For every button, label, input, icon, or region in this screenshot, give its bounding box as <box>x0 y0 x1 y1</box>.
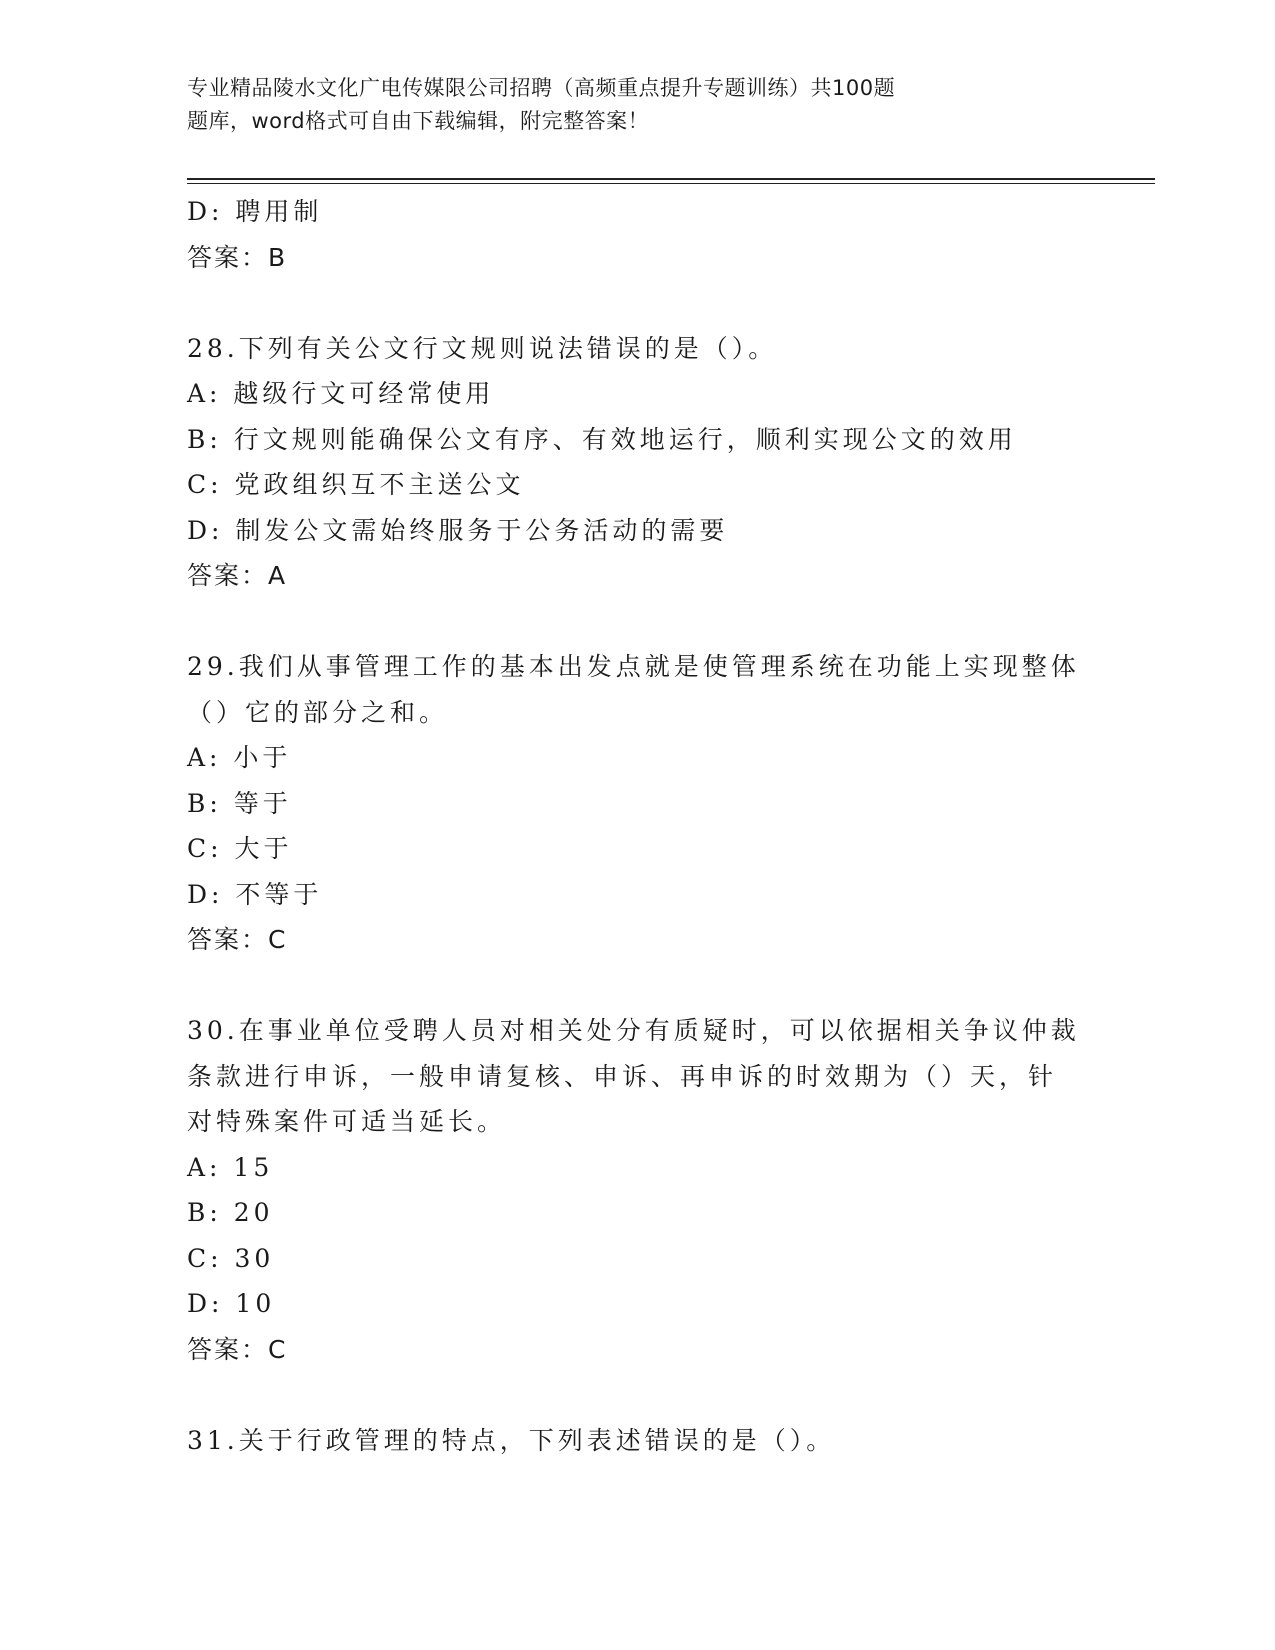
answer-line: 答案：C <box>187 925 288 954</box>
option-a: A: 15 <box>187 1152 274 1182</box>
option-b: B: 行文规则能确保公文有序、有效地运行，顺利实现公文的效用 <box>187 424 1017 454</box>
header-title-line-1: 专业精品陵水文化广电传媒限公司招聘（高频重点提升专题训练）共100题 <box>187 76 896 100</box>
answer-line: 答案：B <box>187 242 288 272</box>
answer-line: 答案：C <box>187 1334 288 1364</box>
option-d: D: 10 <box>187 1289 276 1318</box>
question-list <box>187 189 1087 1463</box>
question-stem-continued: 对特殊案件可适当延长。 <box>187 1107 507 1136</box>
question-stem-continued: （）它的部分之和。 <box>187 697 449 727</box>
header-divider-thick <box>187 178 1155 180</box>
option-c: C: 30 <box>187 1243 275 1273</box>
question-stem: 31.关于行政管理的特点，下列表述错误的是（）。 <box>187 1425 836 1455</box>
option-c: C: 大于 <box>187 834 293 863</box>
question-28 <box>187 326 1087 599</box>
option-d: D: 制发公文需始终服务于公务活动的需要 <box>187 515 729 545</box>
question-stem: 30.在事业单位受聘人员对相关处分有质疑时，可以依据相关争议仲裁 <box>187 1016 1080 1045</box>
spacer <box>187 599 1087 645</box>
spacer <box>187 280 1087 326</box>
option-a: A: 小于 <box>187 743 292 772</box>
option-b: B: 20 <box>187 1198 274 1227</box>
option-d: D: 聘用制 <box>187 197 323 226</box>
spacer <box>187 963 1087 1009</box>
option-c: C: 党政组织互不主送公文 <box>187 470 525 499</box>
question-30 <box>187 1008 1087 1372</box>
header-divider-thin <box>187 183 1155 184</box>
option-d: D: 不等于 <box>187 879 323 909</box>
header-title-line-2: 题库，word格式可自由下载编辑，附完整答案！ <box>187 109 650 133</box>
spacer <box>187 1372 1087 1418</box>
question-29 <box>187 644 1087 963</box>
question-stem-continued: 条款进行申诉，一般申请复核、申诉、再申诉的时效期为（）天，针 <box>187 1061 1058 1091</box>
question-stem: 28.下列有关公文行文规则说法错误的是（）。 <box>187 333 778 363</box>
question-31 <box>187 1418 1087 1464</box>
page-header <box>187 72 1027 138</box>
option-b: B: 等于 <box>187 788 292 818</box>
option-a: A: 越级行文可经常使用 <box>187 379 495 408</box>
answer-line: 答案：A <box>187 561 288 590</box>
question-stem: 29.我们从事管理工作的基本出发点就是使管理系统在功能上实现整体 <box>187 652 1080 681</box>
question-27-tail <box>187 189 1087 280</box>
